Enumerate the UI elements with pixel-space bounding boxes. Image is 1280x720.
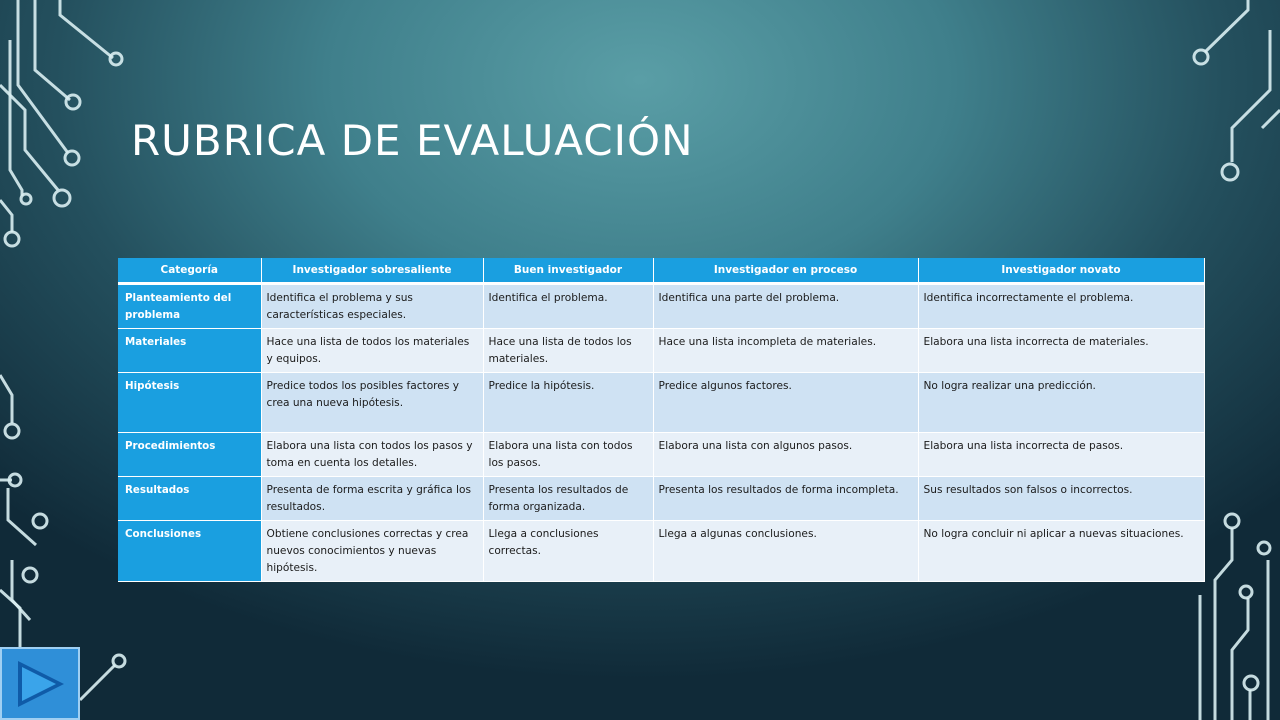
table-cell: No logra realizar una predicción.: [918, 373, 1204, 433]
table-cell: Elabora una lista con todos los pasos.: [483, 433, 653, 477]
table-cell: Elabora una lista con algunos pasos.: [653, 433, 918, 477]
slide-title: RUBRICA DE EVALUACIÓN: [131, 116, 694, 165]
row-category: Materiales: [118, 329, 261, 373]
table-cell: Identifica incorrectamente el problema.: [918, 284, 1204, 329]
table-cell: Presenta los resultados de forma organizada.: [483, 477, 653, 521]
header-en-proceso: Investigador en proceso: [653, 258, 918, 284]
table-cell: Presenta los resultados de forma incompleta.: [653, 477, 918, 521]
row-category: Procedimientos: [118, 433, 261, 477]
table-row: [118, 284, 1204, 329]
table-row: [118, 329, 1204, 373]
table-cell: Llega a algunas conclusiones.: [653, 521, 918, 582]
play-icon-highlight: [22, 667, 56, 701]
table-cell: Obtiene conclusiones correctas y crea nuevos conocimientos y nuevas hipótesis.: [261, 521, 483, 582]
table-cell: Presenta de forma escrita y gráfica los resultados.: [261, 477, 483, 521]
table-row: [118, 373, 1204, 433]
table-cell: Elabora una lista con todos los pasos y toma en cuenta los detalles.: [261, 433, 483, 477]
table-cell: Predice la hipótesis.: [483, 373, 653, 433]
row-category: Conclusiones: [118, 521, 261, 582]
row-category: Hipótesis: [118, 373, 261, 433]
header-category: Categoría: [118, 258, 261, 284]
table-cell: Identifica el problema y sus características especiales.: [261, 284, 483, 329]
table-cell: Elabora una lista incorrecta de materiales.: [918, 329, 1204, 373]
table-row: [118, 521, 1204, 582]
table-cell: Hace una lista incompleta de materiales.: [653, 329, 918, 373]
table-cell: Predice algunos factores.: [653, 373, 918, 433]
rubric-table: [118, 258, 1205, 582]
row-category: Planteamiento del problema: [118, 284, 261, 329]
table-cell: Sus resultados son falsos o incorrectos.: [918, 477, 1204, 521]
table-cell: Predice todos los posibles factores y crea una nueva hipótesis.: [261, 373, 483, 433]
table-header-row: [118, 258, 1204, 284]
table-cell: Identifica el problema.: [483, 284, 653, 329]
header-sobresaliente: Investigador sobresaliente: [261, 258, 483, 284]
table-cell: Hace una lista de todos los materiales y equipos.: [261, 329, 483, 373]
table-row: [118, 433, 1204, 477]
table-cell: Elabora una lista incorrecta de pasos.: [918, 433, 1204, 477]
table-cell: Identifica una parte del problema.: [653, 284, 918, 329]
row-category: Resultados: [118, 477, 261, 521]
table-cell: Llega a conclusiones correctas.: [483, 521, 653, 582]
header-buen: Buen investigador: [483, 258, 653, 284]
header-novato: Investigador novato: [918, 258, 1204, 284]
table-cell: No logra concluir ni aplicar a nuevas situaciones.: [918, 521, 1204, 582]
next-slide-button[interactable]: [0, 647, 80, 720]
table-row: [118, 477, 1204, 521]
table-cell: Hace una lista de todos los materiales.: [483, 329, 653, 373]
